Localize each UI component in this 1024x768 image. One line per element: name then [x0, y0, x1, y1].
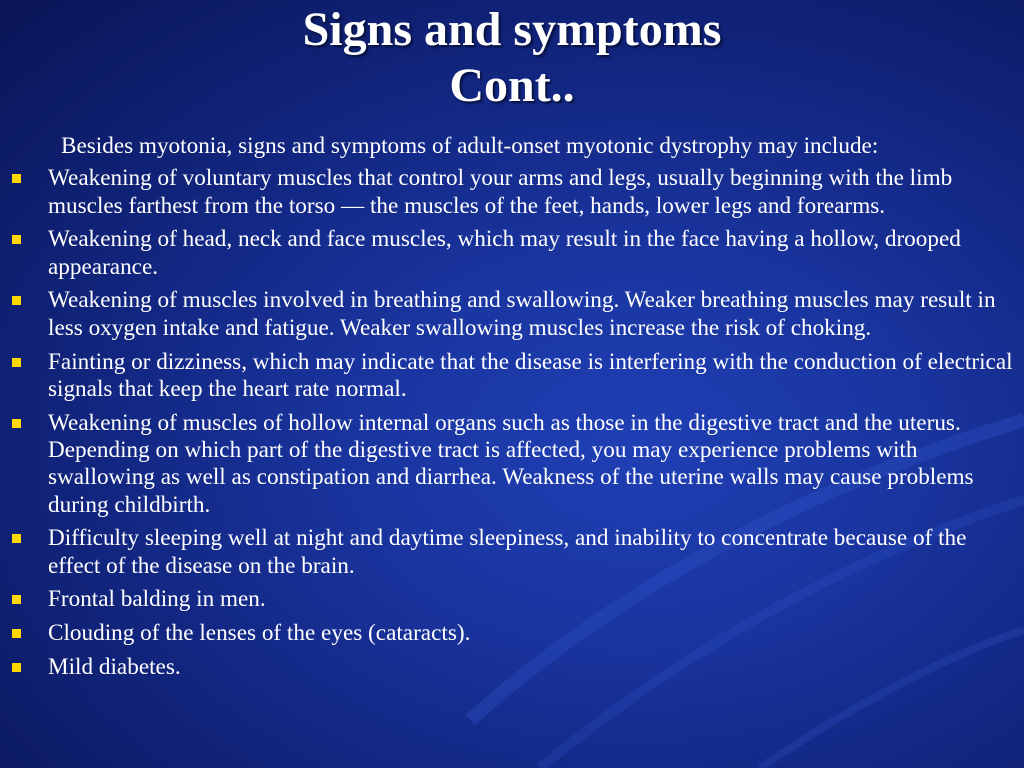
square-bullet-icon	[12, 629, 21, 638]
bullet-text: Mild diabetes.	[48, 654, 181, 681]
bullet-item	[48, 586, 1016, 613]
bullet-list	[48, 165, 1016, 681]
bullet-text: Difficulty sleeping well at night and daytime sleepiness, and inability to concentrate because of the effect of the disease on the brain.	[48, 525, 967, 579]
bullet-text: Clouding of the lenses of the eyes (cataracts).	[48, 620, 471, 647]
bullet-text: Weakening of voluntary muscles that control your arms and legs, usually beginning with the limb muscles farthest from the torso — the muscles of the feet, hands, lower legs and forearms.	[48, 165, 953, 219]
intro-paragraph: Besides myotonia, signs and symptoms of adult-onset myotonic dystrophy may include:	[61, 133, 879, 159]
square-bullet-icon	[12, 296, 21, 305]
bullet-text: Fainting or dizziness, which may indicate that the disease is interfering with the conduction of electrical signals that keep the heart rate normal.	[48, 348, 1013, 402]
bullet-text: Weakening of muscles of hollow internal organs such as those in the digestive tract and the uterus. Depending on which part of the digestive tract is affected, you may experience problems with swallowing as well as constipation and diarrhea. Weakness of the uterine walls may cause problems during childbirth.	[48, 409, 974, 518]
slide-title	[0, 2, 1024, 114]
bullet-item	[48, 410, 1016, 519]
square-bullet-icon	[12, 235, 21, 244]
square-bullet-icon	[12, 174, 21, 183]
bullet-item	[48, 349, 1016, 404]
bullet-item	[48, 654, 1016, 681]
square-bullet-icon	[12, 358, 21, 367]
bullet-item	[48, 226, 1016, 281]
square-bullet-icon	[12, 534, 21, 543]
bullet-item	[48, 165, 1016, 220]
bullet-text: Weakening of head, neck and face muscles, which may result in the face having a hollow, drooped appearance.	[48, 226, 961, 280]
slide-title-line-2: Cont..	[449, 59, 575, 112]
slide-body	[48, 133, 1016, 688]
square-bullet-icon	[12, 595, 21, 604]
bullet-item	[48, 620, 1016, 647]
bullet-text: Weakening of muscles involved in breathing and swallowing. Weaker breathing muscles may result in less oxygen intake and fatigue. Weaker swallowing muscles increase the risk of choking.	[48, 287, 996, 341]
slide-title-line-1: Signs and symptoms	[302, 3, 722, 56]
square-bullet-icon	[12, 663, 21, 672]
bullet-item	[48, 287, 1016, 342]
bullet-text: Frontal balding in men.	[48, 586, 266, 613]
square-bullet-icon	[12, 419, 21, 428]
bullet-item	[48, 525, 1016, 580]
